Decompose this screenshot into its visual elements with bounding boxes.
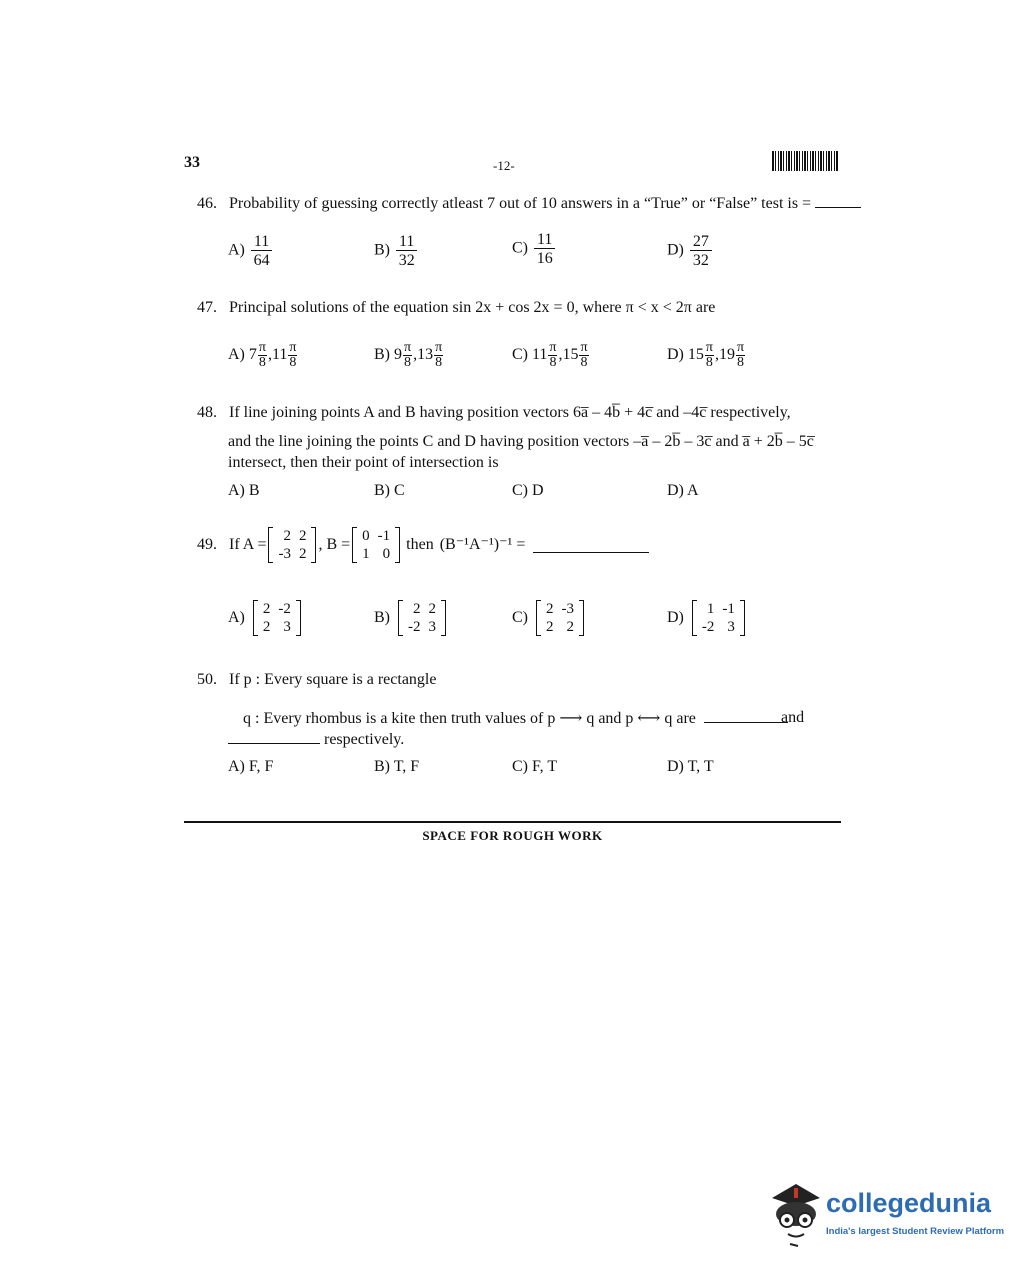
fraction xyxy=(434,341,443,370)
eight: 8 xyxy=(580,355,588,370)
matrix-cell: 2 xyxy=(413,601,421,617)
option-label: C) xyxy=(512,346,528,364)
option-label: B) xyxy=(374,346,390,364)
question-number: 49. xyxy=(197,536,217,553)
question-text: respectively. xyxy=(324,731,405,748)
option-label: A) xyxy=(228,346,245,364)
matrix-cell: 2 xyxy=(262,619,271,635)
whole-number: 15 xyxy=(562,346,579,364)
b-eq-text: , B = xyxy=(318,536,351,553)
whole-number: 19 xyxy=(718,346,735,364)
matrix-cell: 2 xyxy=(428,601,436,617)
fraction xyxy=(251,233,272,269)
eight: 8 xyxy=(258,355,266,370)
matrix-b xyxy=(352,527,400,563)
fraction xyxy=(548,341,557,370)
whole-number: 13 xyxy=(417,346,434,364)
mascot-icon xyxy=(766,1176,824,1248)
option-46-a xyxy=(228,233,272,269)
fraction xyxy=(690,233,712,269)
question-number: 47. xyxy=(197,299,217,316)
eight: 8 xyxy=(705,355,713,370)
question-number: 46. xyxy=(197,195,217,212)
question-text: Probability of guessing correctly atleast 7 out of 10 answers in a “True” or “False” test is = xyxy=(229,195,812,212)
page-number: 33 xyxy=(184,154,200,171)
matrix-cell: -1 xyxy=(377,528,391,544)
option-47-b: B) 9 $\frac{\pi}{8}$ ,13 $\frac{\pi}{8}$ xyxy=(374,340,443,370)
option-matrix xyxy=(253,600,301,636)
answer-blank xyxy=(533,538,649,553)
option-48-b: B) C xyxy=(374,482,405,499)
divider-line xyxy=(184,821,841,823)
pi: π xyxy=(705,340,713,355)
numerator: 27 xyxy=(690,233,712,251)
option-matrix xyxy=(398,600,446,636)
matrix-cell: -2 xyxy=(278,601,291,617)
question-49 xyxy=(197,527,649,563)
option-46-b xyxy=(374,233,417,269)
option-matrix xyxy=(536,600,584,636)
option-46-c xyxy=(512,231,555,267)
option-49-c xyxy=(512,600,586,636)
matrix-cell: 0 xyxy=(362,528,370,544)
matrix-a xyxy=(268,527,316,563)
denominator: 16 xyxy=(536,250,553,267)
eight: 8 xyxy=(404,355,412,370)
matrix-cell: -2 xyxy=(408,619,421,635)
option-50-b: B) T, F xyxy=(374,758,420,775)
matrix-cell: 2 xyxy=(283,528,291,544)
if-a-text: If A = xyxy=(229,536,267,553)
question-text: If p : Every square is a rectangle xyxy=(229,671,437,688)
logo-tagline: India's largest Student Review Platform xyxy=(826,1226,1005,1237)
pi: π xyxy=(289,340,297,355)
option-label: A) xyxy=(228,241,245,259)
option-label: C) xyxy=(512,609,528,626)
fraction xyxy=(396,233,417,269)
option-matrix xyxy=(692,600,745,636)
fraction xyxy=(258,341,267,370)
option-47-c: C) 11 $\frac{\pi}{8}$ ,15 $\frac{\pi}{8}$ xyxy=(512,340,588,370)
whole-number: 11 xyxy=(271,346,288,364)
question-50-line2 xyxy=(243,708,788,729)
answer-blank xyxy=(815,193,861,208)
option-49-b xyxy=(374,600,448,636)
fraction xyxy=(736,341,745,370)
question-48-line1 xyxy=(197,403,791,423)
numerator: 11 xyxy=(251,233,272,251)
whole-number: 7 xyxy=(248,346,257,364)
option-label: D) xyxy=(667,346,684,364)
pi: π xyxy=(549,340,557,355)
numerator: 11 xyxy=(534,231,555,249)
barcode xyxy=(772,151,838,171)
pi: π xyxy=(580,340,588,355)
question-48-line2: and the line joining the points C and D having position vectors –a̅ – 2b̅ – 3c̅ and a̅ + 2b̅ – 5c̅ xyxy=(228,433,814,450)
matrix-cell: -1 xyxy=(722,601,735,617)
denominator: 32 xyxy=(692,252,709,269)
eight: 8 xyxy=(289,355,297,370)
fraction xyxy=(403,341,412,370)
eight: 8 xyxy=(435,355,443,370)
question-text: q : Every rhombus is a kite then truth values of p ⟶ q and p ⟷ q are xyxy=(243,710,696,727)
matrix-cell: -3 xyxy=(561,601,574,617)
answer-blank xyxy=(228,729,320,744)
option-47-d: D) 15 $\frac{\pi}{8}$ ,19 $\frac{\pi}{8}$ xyxy=(667,340,745,370)
option-47-a: A) 7 $\frac{\pi}{8}$ ,11 $\frac{\pi}{8}$ xyxy=(228,340,297,370)
option-48-a: A) B xyxy=(228,482,260,499)
matrix-cell: 2 xyxy=(298,546,307,562)
rough-work-label: SPACE FOR ROUGH WORK xyxy=(422,828,603,843)
question-text: If line joining points A and B having position vectors 6a̅ – 4b̅ + 4c̅ and –4c̅ respectively, xyxy=(229,404,791,421)
matrix-cell: 2 xyxy=(546,619,554,635)
matrix-cell: 1 xyxy=(706,601,715,617)
page-label: -12- xyxy=(493,158,515,173)
pi: π xyxy=(435,340,443,355)
matrix-cell: 3 xyxy=(727,619,735,635)
option-label: A) xyxy=(228,609,245,626)
eight: 8 xyxy=(737,355,744,370)
option-label: C) xyxy=(512,239,528,257)
fraction xyxy=(534,231,555,267)
option-46-d xyxy=(667,233,712,269)
question-number: 48. xyxy=(197,404,217,421)
whole-number: 9 xyxy=(394,346,402,364)
expression: (B⁻¹A⁻¹)⁻¹ = xyxy=(439,536,526,553)
option-label: B) xyxy=(374,241,390,259)
matrix-cell: -2 xyxy=(701,619,715,635)
option-50-d: D) T, T xyxy=(667,758,714,775)
matrix-cell: 3 xyxy=(283,619,291,635)
matrix-cell: 2 xyxy=(262,601,271,617)
denominator: 32 xyxy=(398,252,415,269)
matrix-cell: 2 xyxy=(566,619,574,635)
fraction xyxy=(705,341,714,370)
question-50-line3 xyxy=(228,729,404,750)
matrix-cell: 3 xyxy=(428,619,436,635)
answer-blank xyxy=(704,708,788,723)
option-49-a xyxy=(228,600,303,636)
denominator: 64 xyxy=(253,252,270,269)
then-text: then xyxy=(406,536,434,553)
option-50-c: C) F, T xyxy=(512,758,558,775)
fraction xyxy=(579,341,588,370)
question-number: 50. xyxy=(197,671,217,688)
matrix-cell: 1 xyxy=(362,546,370,562)
option-label: D) xyxy=(667,241,684,259)
fraction xyxy=(288,341,297,370)
question-48-line3: intersect, then their point of intersection is xyxy=(228,454,499,471)
numerator: 11 xyxy=(396,233,417,251)
option-label: D) xyxy=(667,609,684,626)
matrix-cell: 2 xyxy=(298,528,307,544)
whole-number: 15 xyxy=(687,346,704,364)
logo-wordmark: collegedunia xyxy=(826,1188,992,1218)
pi: π xyxy=(404,340,412,355)
and-text: and xyxy=(781,709,805,726)
pi: π xyxy=(736,340,745,355)
option-48-c: C) D xyxy=(512,482,544,499)
option-48-d: D) A xyxy=(667,482,699,499)
matrix-cell: 0 xyxy=(382,546,391,562)
option-49-d xyxy=(667,600,747,636)
matrix-cell: -3 xyxy=(278,546,291,562)
matrix-cell: 2 xyxy=(546,601,554,617)
eight: 8 xyxy=(549,355,557,370)
question-50-line1 xyxy=(197,670,436,690)
option-label: B) xyxy=(374,609,390,626)
option-50-a: A) F, F xyxy=(228,758,274,775)
whole-number: 11 xyxy=(532,346,548,364)
pi: π xyxy=(258,340,266,355)
question-text: Principal solutions of the equation sin 2x + cos 2x = 0, where π < x < 2π are xyxy=(229,299,716,316)
question-47 xyxy=(197,298,715,318)
question-46 xyxy=(197,193,861,214)
